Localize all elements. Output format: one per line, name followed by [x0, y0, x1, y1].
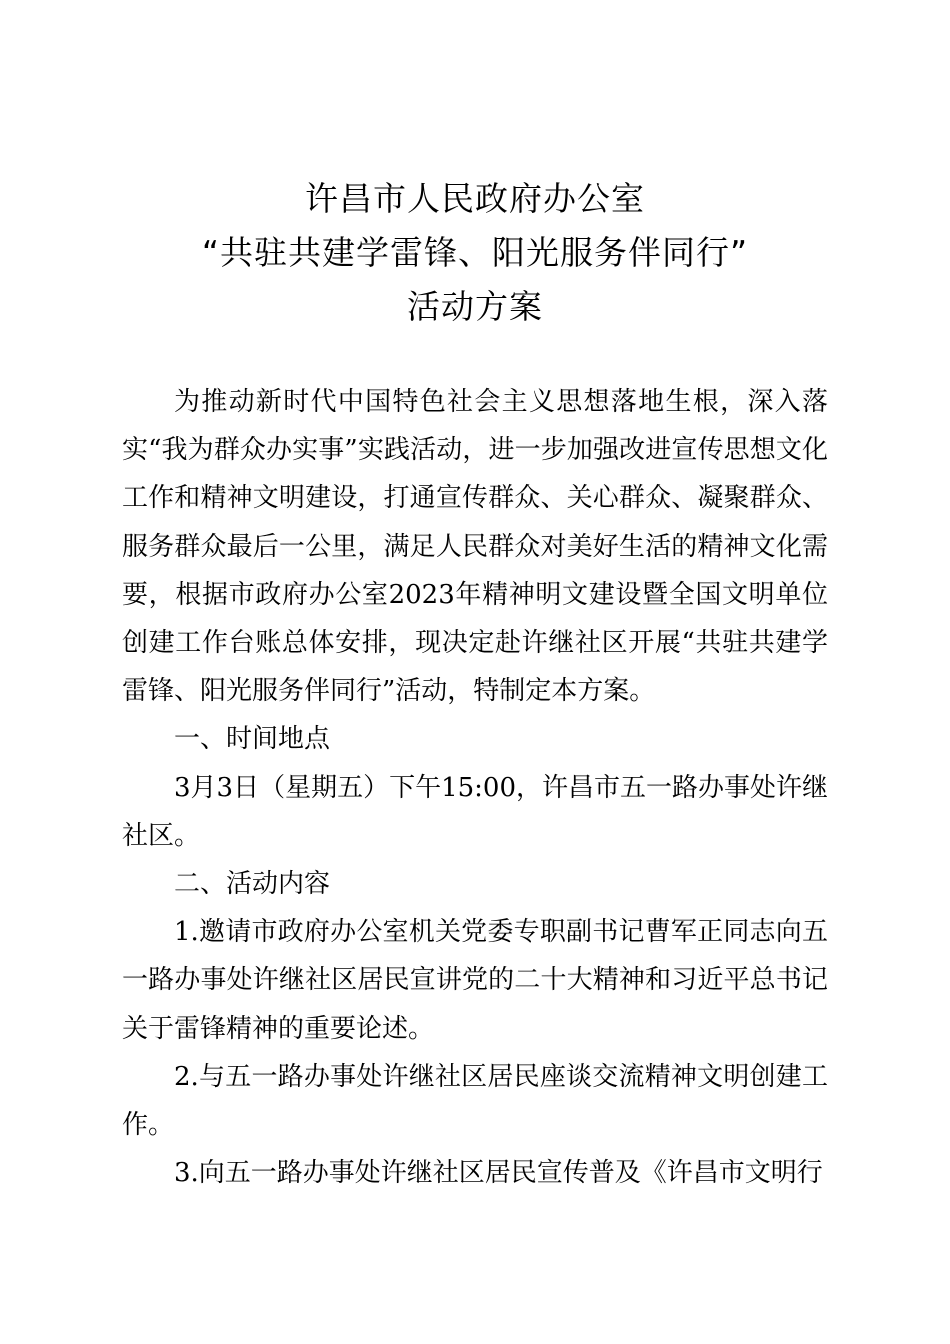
section-heading-time-place: 一、时间地点 — [174, 724, 331, 755]
section-heading-content: 二、活动内容 — [174, 869, 331, 900]
time-place-paragraph: 3月3日（星期五）下午15:00，许昌市五一路办事处许继社区。 — [122, 772, 829, 851]
intro-paragraph: 为推动新时代中国特色社会主义思想落地生根，深入落实“我为群众办实事”实践活动，进一步加强改进宣传思想文化工作和精神文明建设，打通宣传群众、关心群众、凝聚群众、服务群众最后一公里，满足人民群众对美好生活的精神文化需要，根据市政府办公室2023年精神明文建设暨全国文明单位创建工作台账总体安排，现决定赴许继社区开展“共驻共建学雷锋、阳光服务伴同行”活动，特制定本方案。 — [122, 387, 828, 707]
content-item-2: 2.与五一路办事处许继社区居民座谈交流精神文明创建工作。 — [122, 1061, 828, 1141]
title-line-organization: 许昌市人民政府办公室 — [305, 179, 645, 218]
document-title — [0, 172, 950, 334]
content-item-3: 3.向五一路办事处许继社区居民宣传普及《许昌市文明行 — [174, 1158, 823, 1189]
title-line-plan: 活动方案 — [407, 287, 543, 326]
content-item-1: 1.邀请市政府办公室机关党委专职副书记曹军正同志向五一路办事处许继社区居民宣讲党的二十大精神和习近平总书记关于雷锋精神的重要论述。 — [122, 917, 828, 1044]
document-body — [122, 378, 828, 1197]
title-line-activity-name: “共驻共建学雷锋、阳光服务伴同行” — [201, 233, 749, 272]
